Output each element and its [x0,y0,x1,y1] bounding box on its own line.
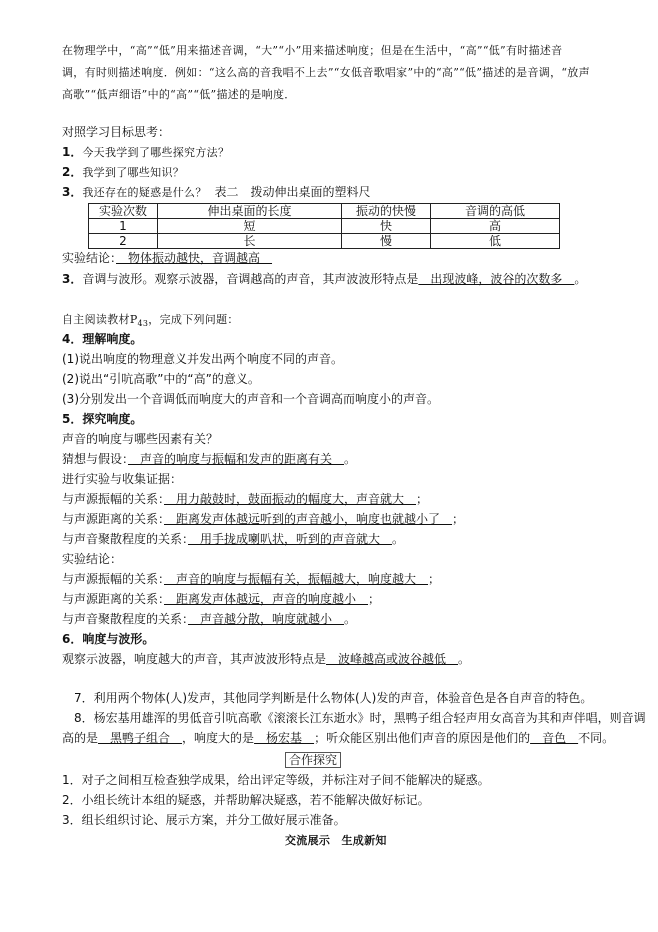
guess-answer: 声音的响度与振幅和发声的距离有关 [128,452,345,466]
conclusion-label: 实验结论： [62,251,117,265]
conclusion-item-3 [62,611,356,628]
reading-page: P [129,313,138,326]
item-4-title: 4．理解响度。 [62,332,143,346]
item-8-text-a: 高的是 [62,731,99,745]
item-8-text-d: 不同。 [578,731,615,745]
conclusion-item-2-end: ； [368,592,381,606]
evidence-3-end: 。 [392,532,405,546]
item-5-title: 5．探究响度。 [62,412,143,426]
reading-page-number: 43 [137,319,149,329]
item-6-title: 6．响度与波形。 [62,632,155,646]
reflect-heading: 对照学习目标思考： [62,125,171,139]
coop-title-label: 合作探究 [285,752,341,768]
evidence-3-answer: 用手拢成喇叭状，听到的声音就大 [188,532,393,546]
evidence-1 [62,491,428,508]
table-header-cell: 音调的高低 [431,204,560,219]
evidence-1-answer: 用力敲鼓时，鼓面振动的幅度大，声音就大 [164,492,417,506]
item-8-answer-2: 杨宏基 [254,731,315,745]
guess-label: 猜想与假设： [62,452,129,466]
conclusion-answer: 物体振动越快，音调越高 [116,251,273,265]
evidence-1-end: ； [416,492,429,506]
q2-num: 2． [62,165,83,179]
evidence-1-label: 与声源振幅的关系： [62,492,165,506]
q2-text: 我学到了哪些知识？ [82,166,185,179]
reflect-question-2 [62,164,184,181]
table-cell: 快 [342,219,431,234]
table-cell: 1 [89,219,158,234]
conclusion-item-2-label: 与声源距离的关系： [62,592,165,606]
item-8-answer-1: 黑鸭子组合 [98,731,183,745]
evidence-2-answer: 距离发声体越远听到的声音越小，响度也就越小了 [164,512,453,526]
conclusion-item-1-end: ； [428,572,441,586]
item-4-sub-2: (2)说出“引吭高歌”中的“高”的意义。 [62,372,260,386]
item-6-question: 观察示波器，响度越大的声音，其声波波形特点是 [62,652,327,666]
table-cell: 长 [158,234,342,249]
conclusion-item-3-label: 与声音聚散程度的关系： [62,612,189,626]
q1-num: 1． [62,145,83,159]
intro-line-2: 调，有时则描述响度．例如：“这么高的音我唱不上去”“女低音歌唱家”中的“高”“低”描述的是音调，“放声 [62,66,590,79]
coop-item-2: 2．小组长统计本组的疑惑，并帮助解决疑惑，若不能解决做好标记。 [62,793,430,807]
evidence-2-label: 与声源距离的关系： [62,512,165,526]
item-3-text: 音调与波形。观察示波器，音调越高的声音，其声波波形特点是 [82,272,419,286]
intro-line-1: 在物理学中，“高”“低”用来描述音调，“大”“小”用来描述响度；但是在生活中，“高”“低”有时描述音 [62,44,563,57]
table-header-cell: 振动的快慢 [342,204,431,219]
evidence-2-end: ； [452,512,465,526]
table-cell: 慢 [342,234,431,249]
item-4-sub-1: (1)说出响度的物理意义并发出两个响度不同的声音。 [62,352,344,366]
item-7: 7．利用两个物体(人)发声，其他同学判断是什么物体(人)发的声音，体验音色是各自声音的特色。 [74,691,593,705]
table-cell: 低 [431,234,560,249]
item-8-text-b: ，响度大的是 [182,731,255,745]
q3-text: 我还存在的疑惑是什么？ [82,186,207,199]
table-row [89,234,560,249]
experiment-table [88,203,560,249]
conclusion-item-1-answer: 声音的响度与振幅有关，振幅越大，响度越大 [164,572,429,586]
intro-line-3: 高歌”“低声细语”中的“高”“低”描述的是响度． [62,88,296,101]
reflect-question-1 [62,144,229,161]
conclusion-1 [62,250,272,267]
evidence-2 [62,511,464,528]
conclusion-item-1 [62,571,440,588]
table-cell: 2 [89,234,158,249]
item-6-answer: 波峰越高或波谷越低 [326,652,459,666]
item-5-collect: 进行实验与收集证据： [62,472,183,486]
item-5-guess: 猜想与假设： 声音的响度与振幅和发声的距离有关 。 [62,452,357,466]
item-3-end: 。 [574,272,587,286]
conclusion-item-2-answer: 距离发声体越远，声音的响度越小 [164,592,369,606]
table-cell: 高 [431,219,560,234]
table-caption: 表二 拨动伸出桌面的塑料尺 [214,185,371,199]
reading-prefix: 自主阅读教材 [62,313,130,326]
item-8-line-2 [62,730,614,747]
q3-num: 3． [62,185,83,199]
item-5-conclusion-label: 实验结论： [62,552,123,566]
conclusion-item-3-answer: 声音越分散，响度就越小 [188,612,345,626]
item-8-text-c: ；听众能区别出他们声音的原因是他们的 [314,731,531,745]
coop-title [285,752,341,769]
footer-heading: 交流展示 生成新知 [285,834,387,847]
evidence-3 [62,531,404,548]
item-3-answer: 出现波峰，波谷的次数多 [418,272,575,286]
reflect-question-3 [62,184,371,201]
table-header-cell: 伸出桌面的长度 [158,204,342,219]
q1-text: 今天我学到了哪些探究方法？ [82,146,230,159]
item-6-end: 。 [458,652,471,666]
table-cell: 短 [158,219,342,234]
conclusion-item-1-label: 与声源振幅的关系： [62,572,165,586]
table-row [89,219,560,234]
evidence-3-label: 与声音聚散程度的关系： [62,532,189,546]
reading-suffix: ，完成下列问题： [148,313,239,326]
item-6-text [62,651,470,668]
coop-item-3: 3．组长组织讨论、展示方案，并分工做好展示准备。 [62,813,346,827]
item-3-num: 3． [62,272,83,286]
item-5-question: 声音的响度与哪些因素有关？ [62,432,219,446]
item-4-sub-3: (3)分别发出一个音调低而响度大的声音和一个音调高而响度小的声音。 [62,392,440,406]
reading-instruction [62,311,239,332]
item-8-answer-3: 音色 [530,731,579,745]
item-3 [62,271,586,288]
table-header-row [89,204,560,219]
conclusion-item-2 [62,591,380,608]
item-8-line-1: 8．杨宏基用雄浑的男低音引吭高歌《滚滚长江东逝水》时，黑鸭子组合轻声用女高音为其和声伴唱，则音调 [74,711,646,725]
coop-item-1: 1．对子之间相互检查独学成果，给出评定等级，并标注对子间不能解决的疑惑。 [62,773,490,787]
conclusion-item-3-end: 。 [344,612,357,626]
table-header-cell: 实验次数 [89,204,158,219]
